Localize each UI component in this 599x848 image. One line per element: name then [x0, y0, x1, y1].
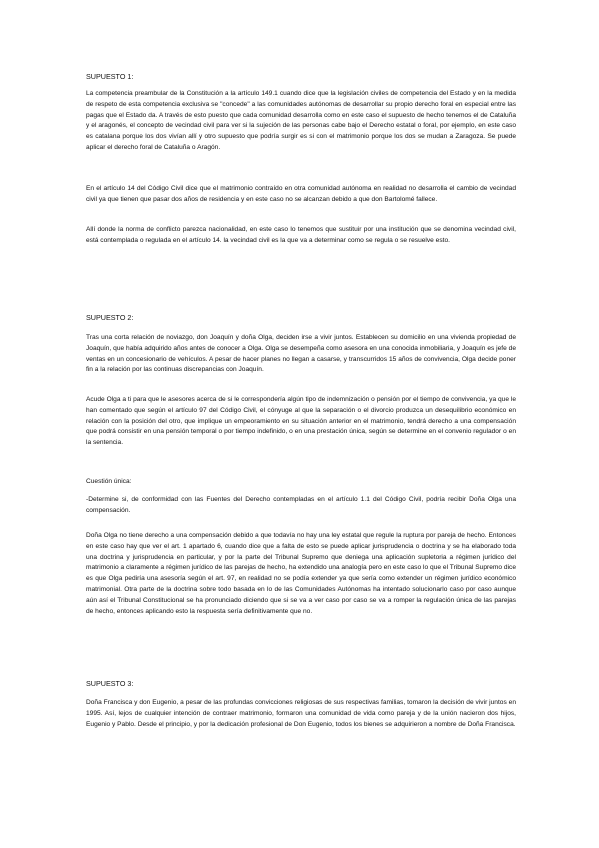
supuesto-3-heading: SUPUESTO 3: [86, 679, 134, 688]
cuestion-unica-label: Cuestión única: [86, 478, 132, 485]
supuesto-1-paragraph-2: En el artículo 14 del Código Civil dice que el matrimonio contraído en otra comunidad autónoma en realidad no desarrolla el cambio de vecindad civil ya que tienen que pasar dos años de residencia y en este caso no se alcanzan debido a que don Bartolomé fallece. [86, 185, 516, 203]
supuesto-1-heading: SUPUESTO 1: [86, 72, 134, 81]
supuesto-2-heading: SUPUESTO 2: [86, 313, 134, 322]
supuesto-2-paragraph-2: Acude Olga a ti para que le asesores acerca de si le correspondería algún tipo de indemnización o pensión por el tiempo de convivencia, ya que le han comentado que según el artículo 97 del Código Civil, el cónyuge al que la separación o el divorcio produzca un desequilibrio económico en relación con la posición del otro, que implique un empeoramiento en su situación anterior en el matrimonio, tendrá derecho a una compensación que podrá consistir en una pensión temporal o por tiempo indefinido, o en una prestación única, según se determine en el convenio regulador o en la sentencia. [86, 396, 516, 447]
cuestion-unica-question: -Determine si, de conformidad con las Fuentes del Derecho contempladas en el artículo 1.1 del Código Civil, podría recibir Doña Olga una compensación. [86, 496, 516, 514]
supuesto-2-answer: Doña Olga no tiene derecho a una compensación debido a que todavía no hay una ley estatal que regule la ruptura por pareja de hecho. Entonces en este caso hay que ver el art. 1 apartado 6, cuando dice que a falta de esto se puede aplicar jurisprudencia o doctrina y se ha elaborado toda una doctrina y jurisprudencia en particular, y por la parte del Tribunal Supremo que deniega una aplicación supletoria a régimen jurídico del matrimonio a claramente a régimen jurídico de las parejas de hecho, ha extendido una analogía pero en este caso lo que el Tribunal Supremo dice es que Olga pediría una asesoría según el art. 97, en realidad no se podía extender ya que sería como extender un régimen jurídico económico matrimonial. Otra parte de la doctrina sobre todo basada en lo de las Comunidades Autónomas ha intentado solucionarlo caso por caso aunque aún así el Tribunal Constitucional se ha pronunciado diciendo que si se va a ver caso por caso se va a romper la regulación única de las parejas de hecho, entonces aplicando esto la respuesta sería definitivamente que no. [86, 532, 516, 615]
supuesto-3-paragraph-1: Doña Francisca y don Eugenio, a pesar de las profundas convicciones religiosas de sus respectivas familias, tomaron la decisión de vivir juntos en 1995. Así, lejos de cualquier intención de contraer matrimonio, formaron una comunidad de vida como pareja y de la unión nacieron dos hijos, Eugenio y Pablo. Desde el principio, y por la dedicación profesional de Don Eugenio, todos los bienes se adquirieron a nombre de Doña Francisca. [86, 699, 516, 728]
supuesto-2-paragraph-1: Tras una corta relación de noviazgo, don Joaquín y doña Olga, deciden irse a vivir juntos. Establecen su domicilio en una vivienda propiedad de Joaquín, que había adquirido años antes de conocer a Olga. Olga se desempeña como asesora en una conocida inmobiliaria, y Joaquín es jefe de ventas en un concesionario de vehículos. A pesar de hacer planes no llegan a casarse, y transcurridos 15 años de convivencia, Olga decide poner fin a la relación por las continuas discrepancias con Joaquín. [86, 334, 516, 374]
document-page [86, 0, 516, 848]
supuesto-1-paragraph-1: La competencia preambular de la Constitución a la artículo 149.1 cuando dice que la legislación civiles de competencia del Estado y en la medida de respeto de esta competencia exclusiva se "concede" a las comunidades autónomas de desarrollar su propio derecho foral en especial entre las pagas que el Estado da. A través de esto puesto que cada comunidad desarrolla como en este caso el supuesto de hecho tenemos el de Cataluña y el aragonés, el concepto de vecindad civil para ver si la sujeción de las personas cabe bajo el Derecho estatal o foral, por ejemplo, en este caso es catalana porque los dos vivían allí y otro supuesto que podría surgir es si con el matrimonio porque los dos se mudan a Zaragoza. Se puede aplicar el derecho foral de Cataluña o Aragón. [86, 90, 516, 151]
supuesto-1-paragraph-3: Allí donde la norma de conflicto parezca nacionalidad, en este caso lo tenemos que sustituir por una institución que se denomina vecindad civil, está contemplada o regulada en el artículo 14. la vecindad civil es la que va a determinar como se regula o se resuelve esto. [86, 226, 516, 244]
